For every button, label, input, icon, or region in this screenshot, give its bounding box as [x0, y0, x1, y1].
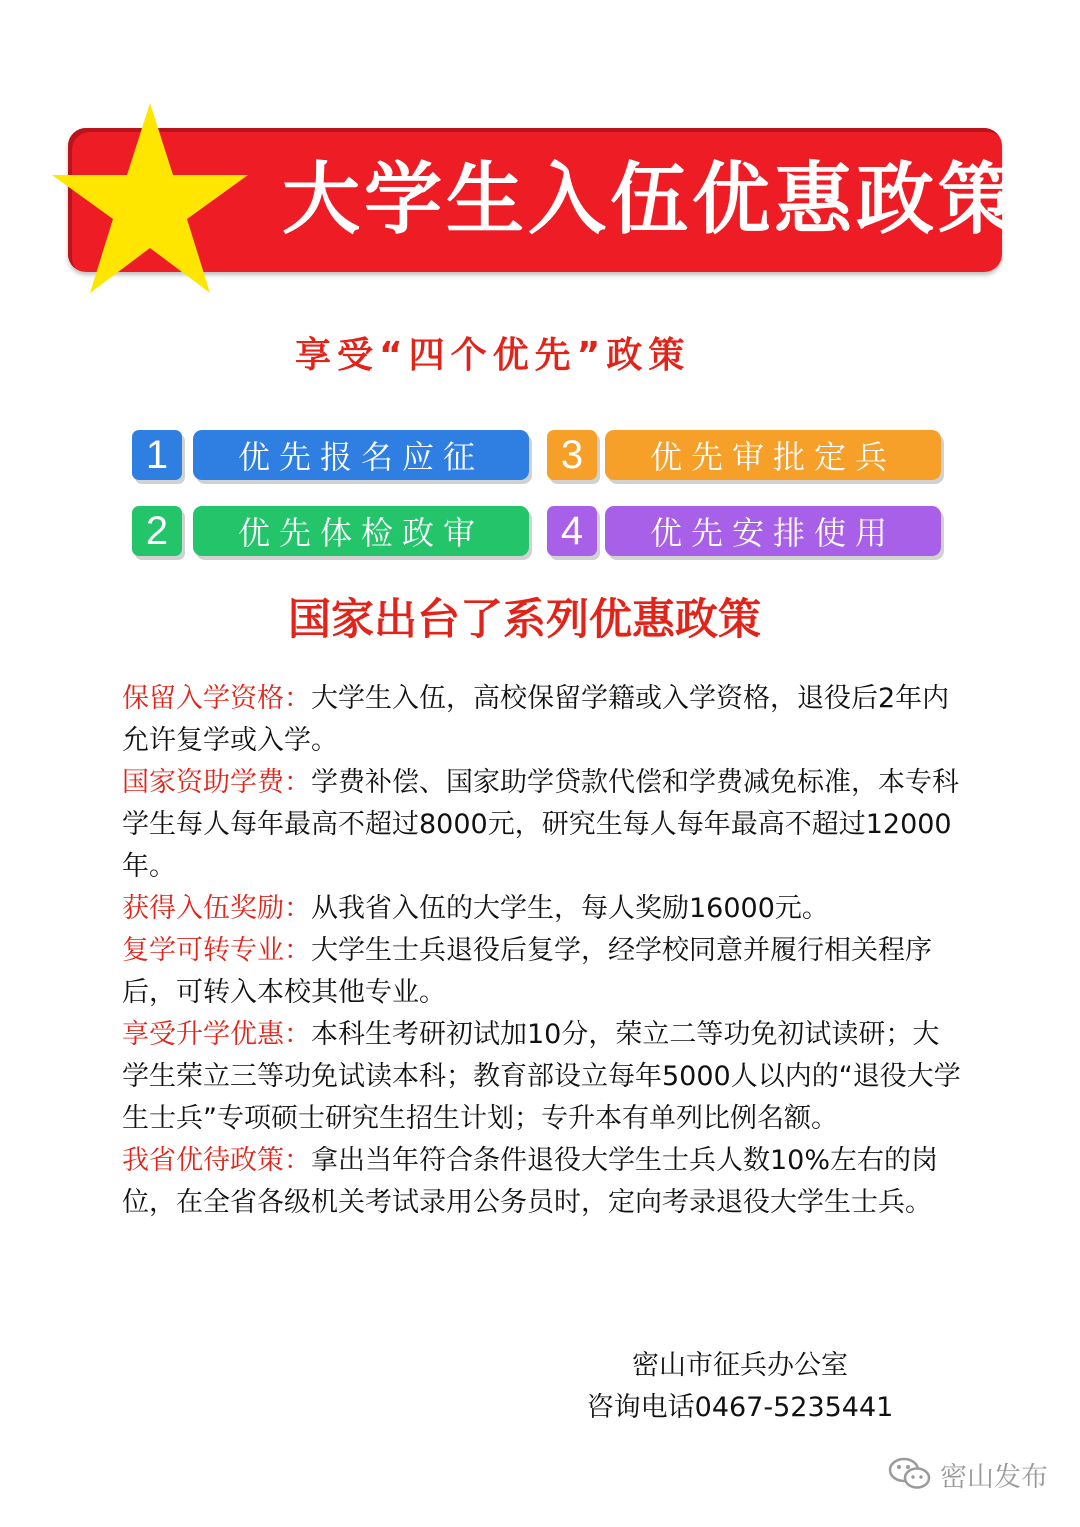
policy-key: 复学可转专业：	[122, 935, 311, 966]
policy-key: 获得入伍奖励：	[122, 893, 311, 924]
priority-label-3: 优先审批定兵	[605, 430, 941, 480]
star-icon	[50, 103, 250, 293]
policy-key: 享受升学优惠：	[122, 1019, 311, 1050]
priority-label-4: 优先安排使用	[605, 506, 941, 556]
policy-item	[122, 678, 962, 762]
priority-number-1: 1	[132, 430, 182, 480]
policy-item	[122, 762, 962, 888]
policy-item	[122, 1140, 962, 1224]
watermark-text: 密山发布	[940, 1461, 1048, 1493]
priority-number-4: 4	[547, 506, 597, 556]
policy-text: 从我省入伍的大学生，每人奖励16000元。	[311, 893, 829, 924]
contact-phone: 咨询电话0467-5235441	[586, 1392, 894, 1423]
policy-text: 大学生士兵退役后复学，经学校同意并履行相关程序后，可转入本校其他专业。	[122, 935, 932, 1008]
policy-item	[122, 930, 962, 1014]
office-name: 密山市征兵办公室	[632, 1350, 848, 1381]
section-title: 国家出台了系列优惠政策	[288, 595, 761, 645]
page-title: 大学生入伍优惠政策	[282, 155, 1021, 245]
policy-item	[122, 1014, 962, 1140]
subtitle: 享受“四个优先”政策	[295, 335, 691, 376]
policy-key: 我省优待政策：	[122, 1145, 311, 1176]
policy-text: 学费补偿、国家助学贷款代偿和学费减免标准，本专科学生每人每年最高不超过8000元，研究生每人每年最高不超过12000年。	[122, 767, 959, 882]
policy-text: 本科生考研初试加10分，荣立二等功免初试读研；大学生荣立三等功免试读本科；教育部设立每年5000人以内的“退役大学生士兵”专项硕士研究生招生计划；专升本有单列比例名额。	[122, 1019, 961, 1134]
priority-number-2: 2	[132, 506, 182, 556]
policy-text: 拿出当年符合条件退役大学生士兵人数10%左右的岗位，在全省各级机关考试录用公务员时，定向考录退役大学生士兵。	[122, 1145, 939, 1218]
policy-key: 保留入学资格：	[122, 683, 311, 714]
policy-key: 国家资助学费：	[122, 767, 311, 798]
policy-list	[122, 678, 962, 1224]
policy-item	[122, 888, 962, 930]
priority-number-3: 3	[547, 430, 597, 480]
priority-label-2: 优先体检政审	[193, 506, 529, 556]
priority-label-1: 优先报名应征	[193, 430, 529, 480]
wechat-icon	[888, 1456, 932, 1492]
watermark	[888, 1452, 1058, 1496]
policy-text: 大学生入伍，高校保留学籍或入学资格，退役后2年内允许复学或入学。	[122, 683, 950, 756]
footer	[560, 1345, 920, 1429]
